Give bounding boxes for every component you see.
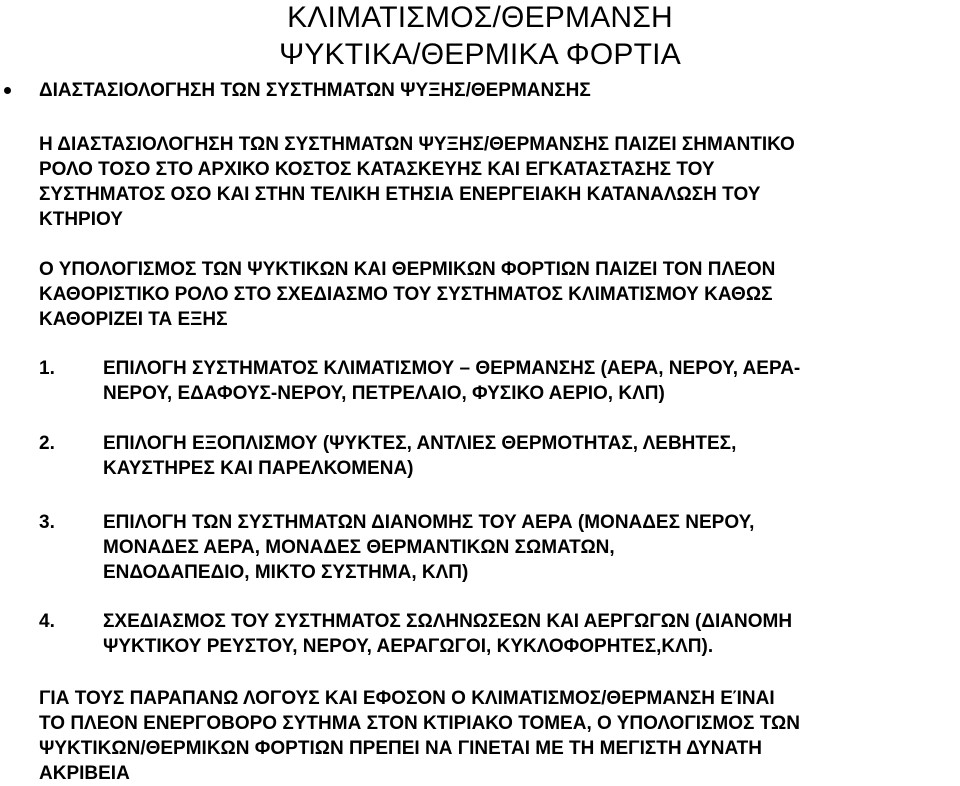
list-item: [39, 431, 960, 481]
list-item: [39, 510, 960, 585]
list-item-number: 1.: [39, 358, 55, 379]
list-item-text: ΕΠΙΛΟΓΗ ΣΥΣΤΗΜΑΤΟΣ ΚΛΙΜΑΤΙΣΜΟΥ – ΘΕΡΜΑΝΣΗΣ (ΑΕΡΑ, ΝΕΡΟΥ, ΑΕΡΑ- ΝΕΡΟΥ, ΕΔΑΦΟΥΣ-ΝΕΡΟΥ, ΠΕΤΡΕΛΑΙΟ, ΦΥΣΙΚΟ ΑΕΡΙΟ, ΚΛΠ): [103, 358, 801, 404]
bullet-heading: [0, 78, 960, 104]
list-item-number: 2.: [39, 433, 55, 454]
list-item-text: ΣΧΕΔΙΑΣΜΟΣ ΤΟΥ ΣΥΣΤΗΜΑΤΟΣ ΣΩΛΗΝΩΣΕΩΝ ΚΑΙ ΑΕΡΓΩΓΩΝ (ΔΙΑΝΟΜΗ ΨΥΚΤΙΚΟΥ ΡΕΥΣΤΟΥ, ΝΕΡΟΥ, ΑΕΡΑΓΩΓΟΙ, ΚΥΚΛΟΦΟΡΗΤΕΣ,ΚΛΠ).: [103, 611, 793, 657]
list-item: [39, 356, 960, 406]
list-item: [39, 609, 960, 659]
bullet-dot-icon: [4, 87, 11, 94]
list-item-text: ΕΠΙΛΟΓΗ ΤΩΝ ΣΥΣΤΗΜΑΤΩΝ ΔΙΑΝΟΜΗΣ ΤΟΥ ΑΕΡΑ (ΜΟΝΑΔΕΣ ΝΕΡΟΥ, ΜΟΝΑΔΕΣ ΑΕΡΑ, ΜΟΝΑΔΕΣ ΘΕΡΜΑΝΤΙΚΩΝ ΣΩΜΑΤΩΝ, ΕΝΔΟΔΑΠΕΔΙΟ, ΜΙΚΤΟ ΣΥΣΤΗΜΑ, ΚΛΠ): [103, 512, 755, 583]
list-item-number: 4.: [39, 611, 55, 632]
paragraph-load-calculation: Ο ΥΠΟΛΟΓΙΣΜΟΣ ΤΩΝ ΨΥΚΤΙΚΩΝ ΚΑΙ ΘΕΡΜΙΚΩΝ ΦΟΡΤΙΩΝ ΠΑΙΖΕΙ ΤΟΝ ΠΛΕΟΝ ΚΑΘΟΡΙΣΤΙΚΟ ΡΟΛΟ ΣΤΟ ΣΧΕΔΙΑΣΜΟ ΤΟΥ ΣΥΣΤΗΜΑΤΟΣ ΚΛΙΜΑΤΙΣΜΟΥ ΚΑΘΩΣ ΚΑΘΟΡΙΖΕΙ ΤΑ ΕΞΗΣ: [39, 259, 776, 330]
slide-title-line-1: ΚΛΙΜΑΤΙΣΜΟΣ/ΘΕΡΜΑΝΣΗ: [287, 1, 673, 34]
bullet-heading-text: ΔΙΑΣΤΑΣΙΟΛΟΓΗΣΗ ΤΩΝ ΣΥΣΤΗΜΑΤΩΝ ΨΥΞΗΣ/ΘΕΡΜΑΝΣΗΣ: [39, 80, 591, 101]
list-item-number: 3.: [39, 512, 55, 533]
paragraph-conclusion: ΓΙΑ ΤΟΥΣ ΠΑΡΑΠΑΝΩ ΛΟΓΟΥΣ ΚΑΙ ΕΦΟΣΟΝ Ο ΚΛΙΜΑΤΙΣΜΟΣ/ΘΕΡΜΑΝΣΗ ΕΊΝΑΙ ΤΟ ΠΛΕΟΝ ΕΝΕΡΓΟΒΟΡΟ ΣΥΤΗΜΑ ΣΤΟΝ ΚΤΙΡΙΑΚΟ ΤΟΜΕΑ, Ο ΥΠΟΛΟΓΙΣΜΟΣ ΤΩΝ ΨΥΚΤΙΚΩΝ/ΘΕΡΜΙΚΩΝ ΦΟΡΤΙΩΝ ΠΡΕΠΕΙ ΝΑ ΓΙΝΕΤΑΙ ΜΕ ΤΗ ΜΕΓΙΣΤΗ ΔΥΝΑΤΗ ΑΚΡΙΒΕΙΑ: [39, 688, 800, 784]
paragraph-intro: Η ΔΙΑΣΤΑΣΙΟΛΟΓΗΣΗ ΤΩΝ ΣΥΣΤΗΜΑΤΩΝ ΨΥΞΗΣ/ΘΕΡΜΑΝΣΗΣ ΠΑΙΖΕΙ ΣΗΜΑΝΤΙΚΟ ΡΟΛΟ ΤΟΣΟ ΣΤΟ ΑΡΧΙΚΟ ΚΟΣΤΟΣ ΚΑΤΑΣΚΕΥΗΣ ΚΑΙ ΕΓΚΑΤΑΣΤΑΣΗΣ ΤΟΥ ΣΥΣΤΗΜΑΤΟΣ ΟΣΟ ΚΑΙ ΣΤΗΝ ΤΕΛΙΚΗ ΕΤΗΣΙΑ ΕΝΕΡΓΕΙΑΚΗ ΚΑΤΑΝΑΛΩΣΗ ΤΟΥ ΚΤΗΡΙΟΥ: [39, 134, 795, 230]
list-item-text: ΕΠΙΛΟΓΗ ΕΞΟΠΛΙΣΜΟΥ (ΨΥΚΤΕΣ, ΑΝΤΛΙΕΣ ΘΕΡΜΟΤΗΤΑΣ, ΛΕΒΗΤΕΣ, ΚΑΥΣΤΗΡΕΣ ΚΑΙ ΠΑΡΕΛΚΟΜΕΝΑ): [103, 433, 737, 479]
slide-title-line-2: ΨΥΚΤΙΚΑ/ΘΕΡΜΙΚΑ ΦΟΡΤΙΑ: [279, 38, 681, 71]
